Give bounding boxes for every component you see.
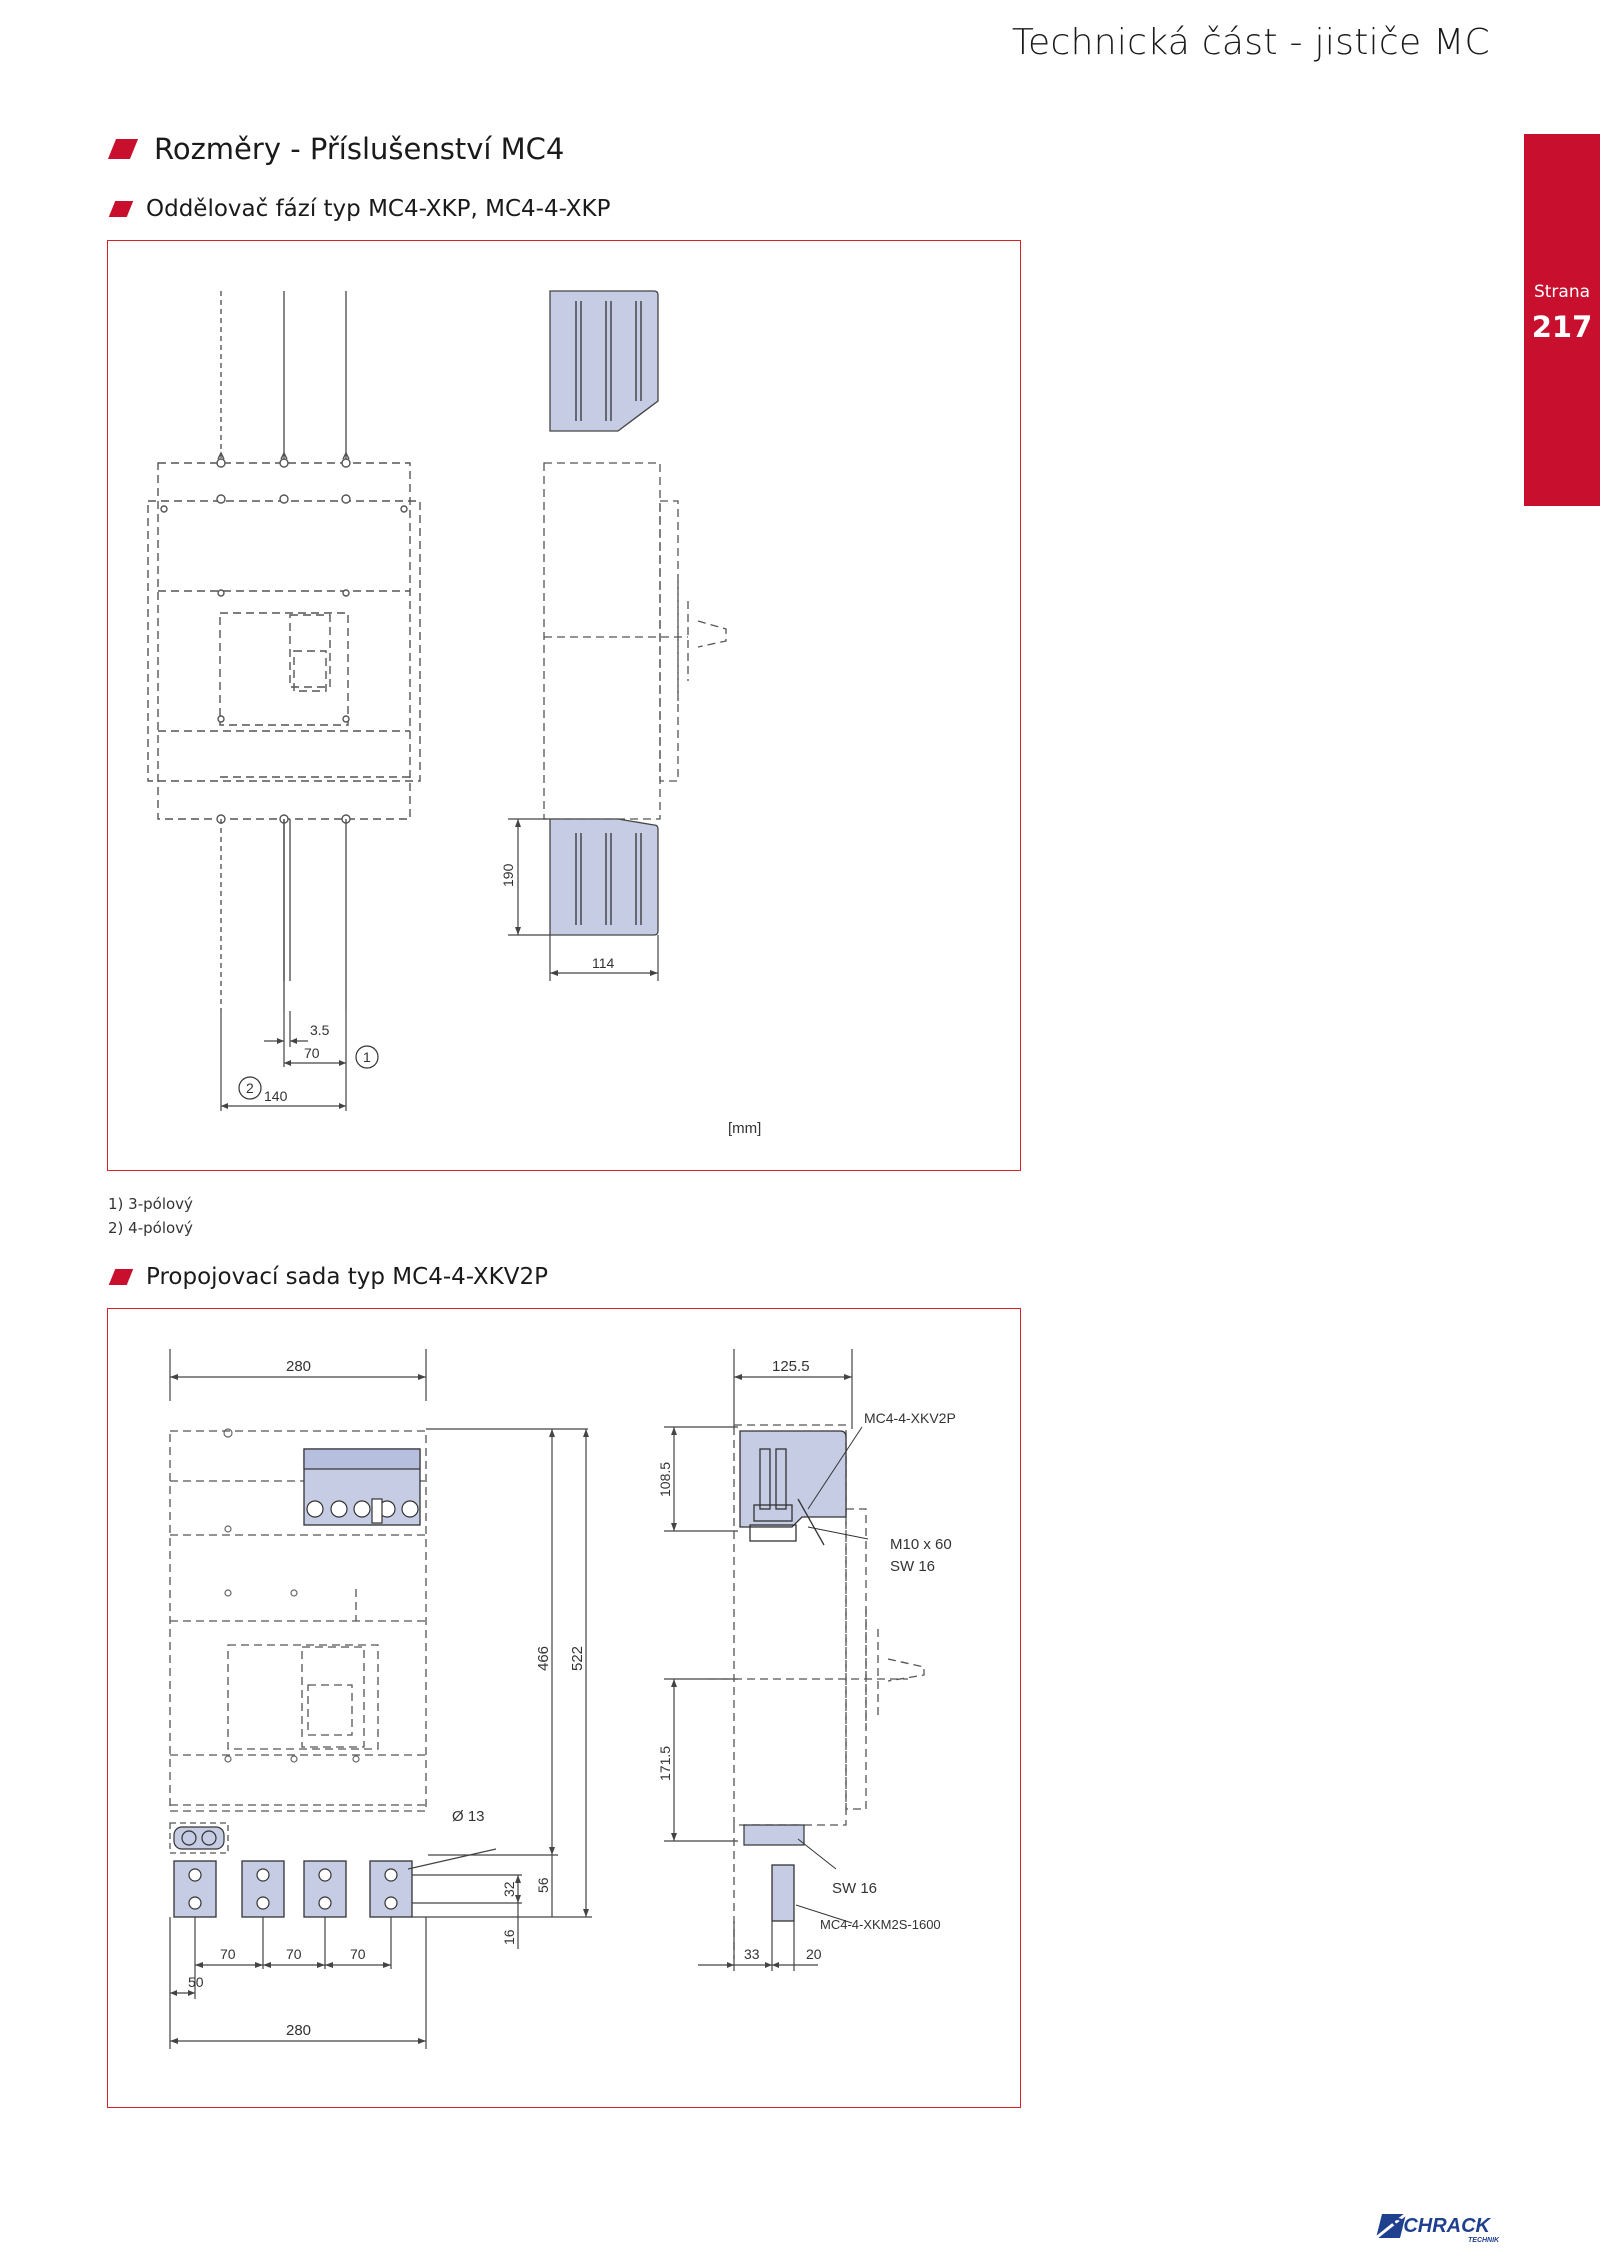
page-tab xyxy=(1524,134,1600,506)
dim-bottom-280: 280 xyxy=(286,2022,312,2039)
page-number: 217 xyxy=(1531,310,1593,344)
marker-1: 1 xyxy=(363,1049,371,1065)
marker-2: 2 xyxy=(246,1080,254,1096)
unit-label: [mm] xyxy=(728,1120,762,1137)
dim-114: 114 xyxy=(592,955,615,971)
figure1-drawing xyxy=(108,241,1020,1170)
heading-marker-icon xyxy=(109,201,133,217)
figure1-title: Oddělovač fází typ MC4-XKP, MC4-4-XKP xyxy=(146,196,611,222)
dim-diameter: Ø 13 xyxy=(452,1808,485,1825)
figure2-title: Propojovací sada typ MC4-4-XKV2P xyxy=(146,1264,548,1290)
dim-3-5: 3.5 xyxy=(310,1022,330,1038)
footnote-2: 2) 4-pólový xyxy=(108,1219,193,1237)
dim-16: 16 xyxy=(501,1929,517,1945)
dim-56: 56 xyxy=(535,1877,551,1893)
dim-466: 466 xyxy=(535,1645,552,1671)
schrack-logo xyxy=(1376,2208,1506,2244)
dim-33: 33 xyxy=(744,1946,760,1962)
label-bolt: M10 x 60 xyxy=(890,1536,952,1553)
dim-20: 20 xyxy=(806,1946,822,1962)
heading-marker-icon xyxy=(108,139,138,159)
dim-70-a: 70 xyxy=(220,1946,236,1962)
dim-32: 32 xyxy=(501,1881,517,1897)
dim-171-5: 171.5 xyxy=(657,1745,673,1781)
footnotes xyxy=(108,1192,193,1240)
figure1-frame xyxy=(107,240,1021,1171)
dim-50: 50 xyxy=(188,1974,204,1990)
dim-70-c: 70 xyxy=(350,1946,366,1962)
label-kit: MC4-4-XKV2P xyxy=(864,1410,956,1426)
figure2-drawing xyxy=(108,1309,1020,2107)
dim-140: 140 xyxy=(264,1088,288,1104)
page-title: Technická část - jističe MC xyxy=(1011,22,1490,63)
logo-subtext: TECHNIK xyxy=(1468,2237,1500,2244)
heading-marker-icon xyxy=(109,1269,133,1285)
dim-70-b: 70 xyxy=(286,1946,302,1962)
dim-108-5: 108.5 xyxy=(657,1461,673,1497)
section-heading xyxy=(112,132,564,166)
label-sw16-lower: SW 16 xyxy=(832,1880,878,1897)
section-title: Rozměry - Příslušenství MC4 xyxy=(154,132,565,166)
logo-text: SCHRACK xyxy=(1390,2215,1490,2237)
dim-125-5: 125.5 xyxy=(772,1358,810,1375)
figure2-heading xyxy=(112,1264,548,1290)
label-bar: MC4-4-XKM2S-1600 xyxy=(820,1917,941,1932)
figure1-heading xyxy=(112,196,610,222)
dim-522: 522 xyxy=(569,1645,586,1671)
label-sw16-upper: SW 16 xyxy=(890,1558,936,1575)
dim-190: 190 xyxy=(500,863,516,887)
footnote-1: 1) 3-pólový xyxy=(108,1195,193,1213)
figure2-frame xyxy=(107,1308,1021,2108)
dim-top-280: 280 xyxy=(286,1358,312,1375)
page-tab-label: Strana xyxy=(1533,282,1591,302)
dim-70: 70 xyxy=(304,1045,320,1061)
